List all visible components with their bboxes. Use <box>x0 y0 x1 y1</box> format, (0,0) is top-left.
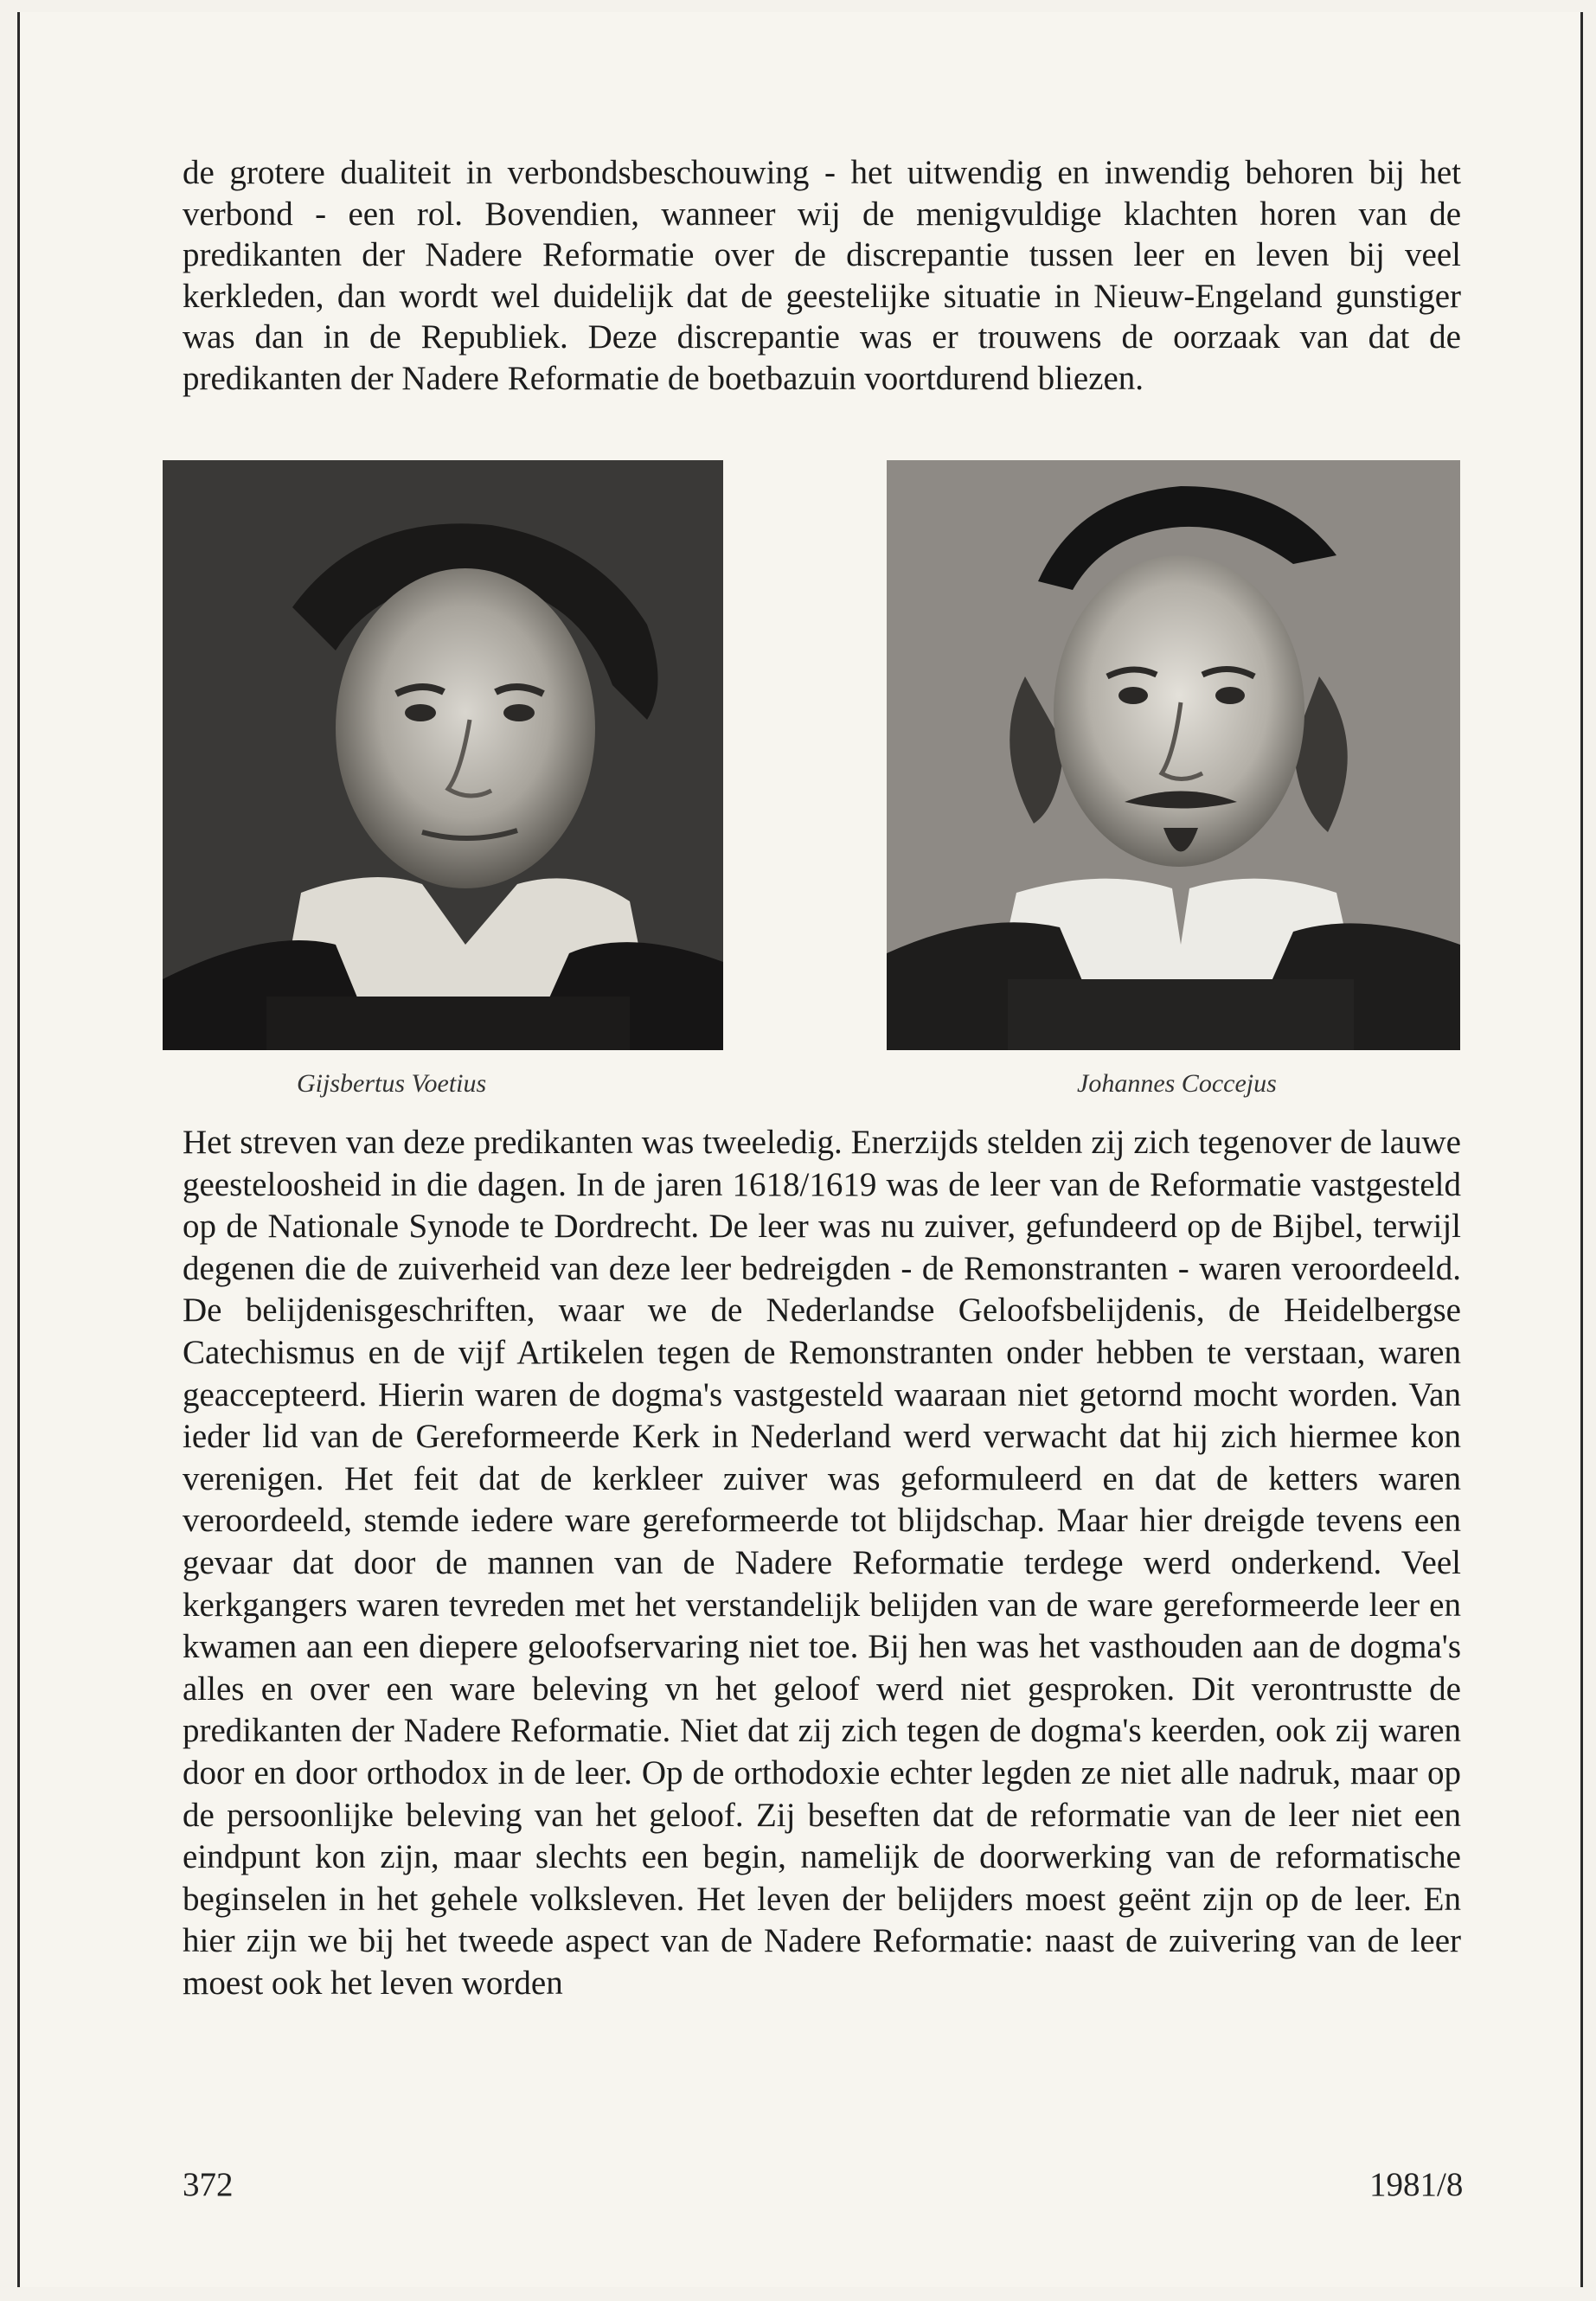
portrait-voetius-image <box>163 460 723 1050</box>
page-number: 372 <box>183 2166 234 2203</box>
main-paragraph: Het streven van deze predikanten was tweeledig. Enerzijds stelden zij zich tegenover de lauwe geesteloosheid in die dagen. In de jaren 1618/1619 was de leer van de Reformatie vastgesteld op de Nationale Synode te Dordrecht. De leer was nu zuiver, gefundeerd op de Bijbel, terwijl degenen die de zuiverheid van deze leer bedreigden - de Remonstranten - waren veroordeeld. De belijdenisgeschriften, waar we de Nederlandse Geloofsbelijdenis, de Heidelbergse Catechismus en de vijf Artikelen tegen de Remonstranten onder hebben te verstaan, waren geaccepteerd. Hierin waren de dogma's vastgesteld waaraan niet getornd mocht worden. Van ieder lid van de Gereformeerde Kerk in Nederland werd verwacht dat hij zich hiermee kon verenigen. Het feit dat de kerkleer zuiver was geformuleerd en dat de ketters waren veroordeeld, stemde iedere ware gereformeerde tot blijdschap. Maar hier dreigde tevens een gevaar dat door de mannen van de Nadere Reformatie terdege werd onderkend. Veel kerkgangers waren tevreden met het verstandelijk belijden van de ware gereformeerde leer en kwamen aan een diepere geloofservaring niet toe. Bij hen was het vasthouden aan de dogma's alles en over een ware beleving vn het geloof werd niet gesproken. Dit verontrustte de predikanten der Nadere Reformatie. Niet dat zij zich tegen de dogma's keerden, ook zij waren door en door orthodox in de leer. Op de orthodoxie echter legden ze niet alle nadruk, maar op de persoonlijke beleving van het geloof. Zij beseften dat de reformatie van de leer niet een eindpunt kon zijn, maar slechts een begin, namelijk de doorwerking van de reformatische beginselen in het gehele volksleven. Het leven der belijders moest geënt zijn op de leer. En hier zijn we bij het tweede aspect van de Nadere Reformatie: naast de zuivering van de leer moest ook het leven worden <box>183 1124 1461 2002</box>
top-paragraph: de grotere dualiteit in verbondsbeschouwing - het uitwendig en inwendig behoren bij het verbond - een rol. Bovendien, wanneer wij de menigvuldige klachten horen van de predikanten der Nadere Reformatie over de discrepantie tussen leer en leven bij veel kerkleden, dan wordt wel duidelijk dat de geestelijke situatie in Nieuw-Engeland gunstiger was dan in de Republiek. Deze discrepantie was er trouwens de oorzaak van dat de predikanten der Nadere Reformatie de boetbazuin voortdurend bliezen. <box>183 154 1461 397</box>
caption-coccejus: Johannes Coccejus <box>1077 1069 1277 1098</box>
document-page <box>17 12 1583 2287</box>
caption-voetius: Gijsbertus Voetius <box>297 1069 487 1098</box>
portrait-coccejus-image <box>887 460 1460 1050</box>
issue-number: 1981/8 <box>1369 2166 1464 2203</box>
